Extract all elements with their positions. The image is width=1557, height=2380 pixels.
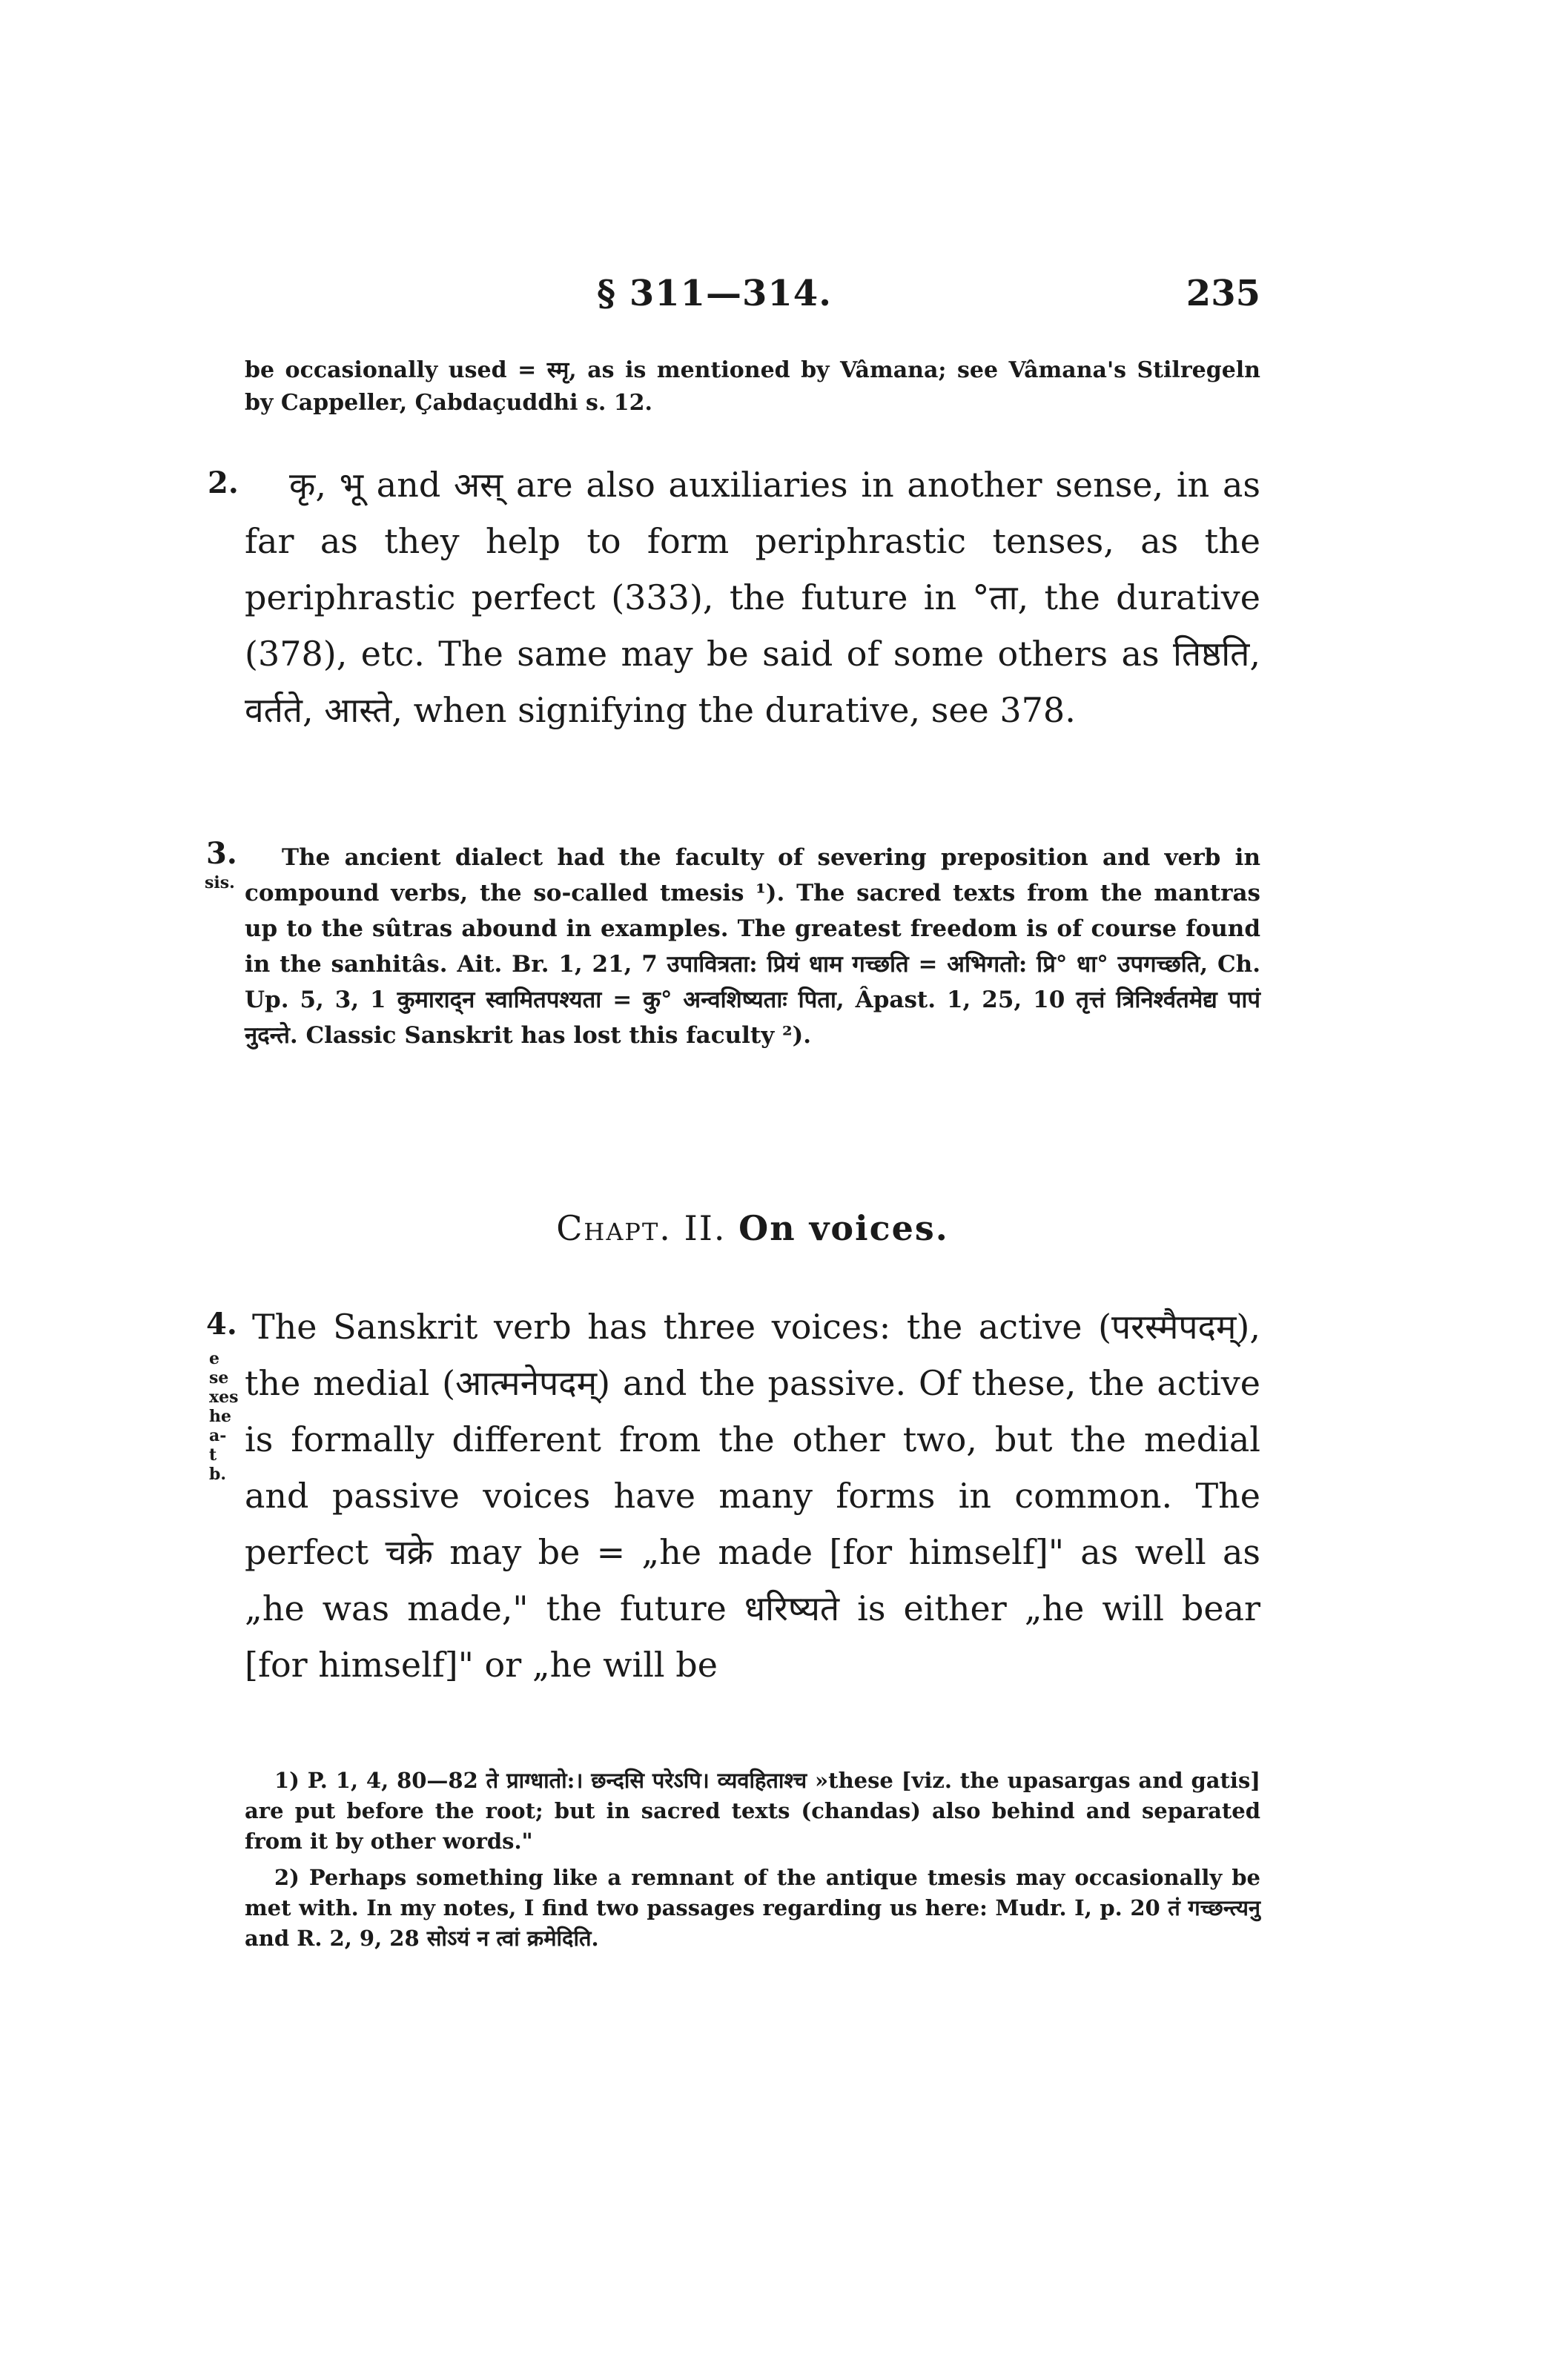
section-3-margin: sis.: [205, 873, 235, 892]
footnote-2: 2) Perhaps something like a remnant of the antique tmesis may occasionally be met with. In my notes, I find two passages regarding us here: Mudr. I, p. 20 तं गच्छन्त्यनु and R. 2, 9, 28 सोऽयं न त्वां क्रमेदिति.: [245, 1865, 1260, 1951]
footnotes: [245, 1766, 1260, 1954]
section-4: [245, 1299, 1260, 1693]
running-head: § 311—314.: [597, 273, 832, 314]
section-4-margin: e se xes he a- t b.: [209, 1349, 239, 1484]
section-3: [245, 840, 1260, 1053]
chapter-numeral: II.: [684, 1208, 727, 1248]
chapter-title: On voices.: [738, 1208, 949, 1248]
section-4-number: 4.: [206, 1307, 237, 1342]
footnote-1: 1) P. 1, 4, 80—82 ते प्राग्धातो:। छन्दसि परेऽपि। व्यवहिताश्च »these [viz. the upasargas and gatis] are put before the root; but in sacred texts (chandas) also behind and separated from it by other words.": [245, 1768, 1260, 1854]
section-2: [245, 457, 1260, 738]
page-number: 235: [1186, 273, 1260, 314]
section-2-text: कृ, भू and अस् are also auxiliaries in another sense, in as far as they help to form periphrastic tenses, as the periphrastic perfect (333), the future in °ता, the durative (378), etc. The same may be said of some others as तिष्ठति, वर्तते, आस्ते, when signifying the durative, see 378.: [245, 465, 1260, 730]
section-3-number: 3.: [206, 836, 237, 871]
section-2-number: 2.: [208, 465, 239, 500]
section-3-text: The ancient dialect had the faculty of severing preposition and verb in compound verbs, the so-called tmesis ¹). The sacred texts from the mantras up to the sûtras abound in examples. The greatest freedom is of course found in the sanhitâs. Ait. Br. 1, 21, 7 उपावित्रता: प्रियं धाम गच्छति = अभिगतो: प्रि° धा° उपगच्छति, Ch. Up. 5, 3, 1 कुमाराद्न स्वामितपश्यता = कु° अन्वशिष्यताः पिता, Âpast. 1, 25, 10 तृत्तं त्रिनिर्श्वतमेद्य पापं नुदन्ते. Classic Sanskrit has lost this faculty ²).: [245, 844, 1260, 1049]
intro-note-text: be occasionally used = स्मृ, as is mentioned by Vâmana; see Vâmana's Stilregeln by Cappeller, Çabdaçuddhi s. 12.: [245, 357, 1260, 416]
page-header: [245, 273, 1260, 325]
chapter-heading: [245, 1208, 1260, 1248]
section-4-text: The Sanskrit verb has three voices: the active (परस्मैपदम्), the medial (आत्मनेपदम्) and the passive. Of these, the active is formally different from the other two, but the medial and passive voices have many forms in common. The perfect चक्रे may be = „he made [for himself]" as well as „he was made," the future धरिष्यते is either „he will bear [for himself]" or „he will be: [245, 1307, 1260, 1685]
intro-note: [245, 354, 1260, 420]
chapter-label: Chapt.: [556, 1208, 672, 1248]
